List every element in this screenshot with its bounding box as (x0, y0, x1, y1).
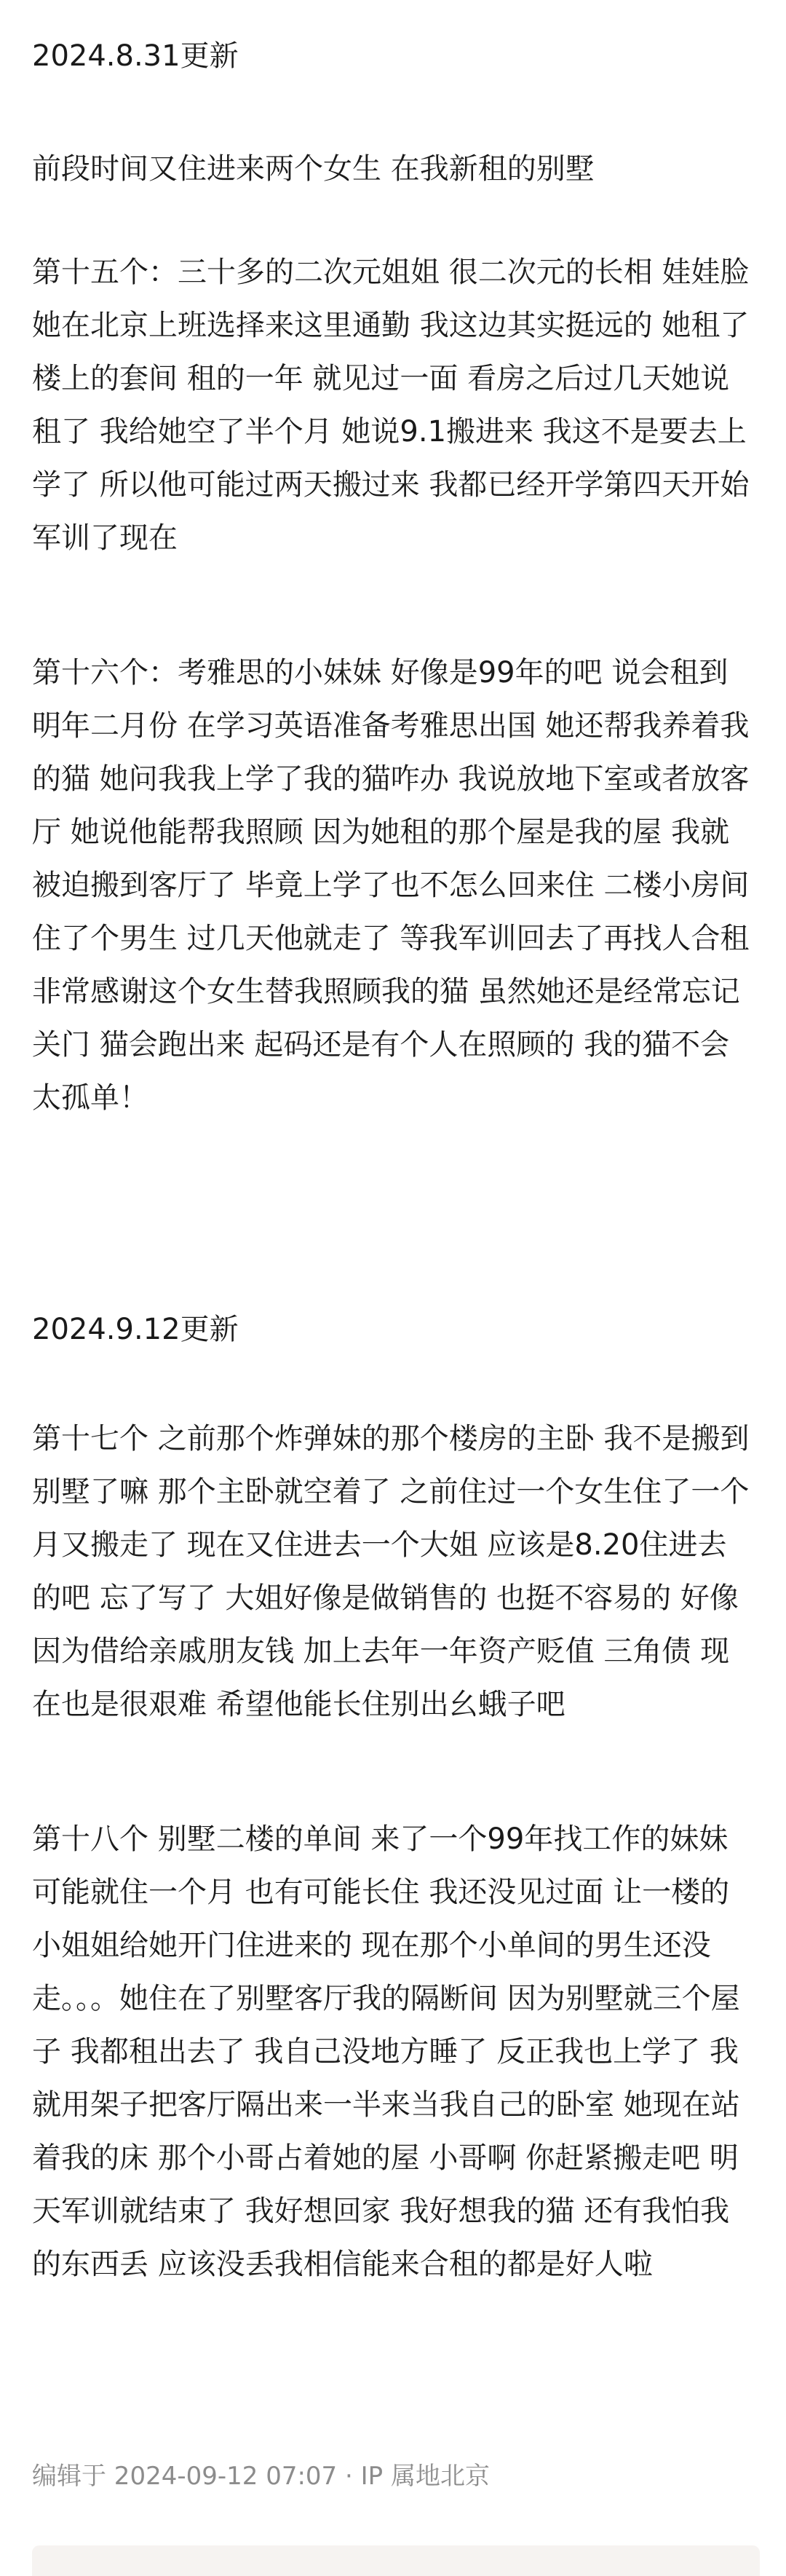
update-header: 2024.9.12更新 (32, 1313, 239, 1346)
update-header: 2024.8.31更新 (32, 39, 239, 73)
paragraph-tenant-18: 第十八个 别墅二楼的单间 来了一个99年找工作的妹妹 可能就住一个月 也有可能长住 我还没见过面 让一楼的小姐姐给她开门住进来的 现在那个小单间的男生还没走。。。她住在了别墅客厅我的隔断间 因为别墅就三个屋子 我都租出去了 我自己没地方睡了 反正我也上学了 我就用架子把客厅隔出来一半来当我自己的卧室 她现在站着我的床 那个小哥占着她的屋 小哥啊 你赶紧搬走吧 明天军训就结束了 我好想回家 我好想我的猫 还有我怕我的东西丢 应该没丢我相信能来合租的都是好人啦 (32, 1822, 740, 2281)
paragraph-tenant-15: 第十五个：三十多的二次元姐姐 很二次元的长相 娃娃脸 她在北京上班选择来这里通勤 我这边其实挺远的 她租了楼上的套间 租的一年 就见过一面 看房之后过几天她说租了 我给她空了半个月 她说9.1搬进来 我这不是要去上学了 所以他可能过两天搬过来 我都已经开学第四天开始军训了现在 (32, 256, 759, 555)
edit-info (32, 2458, 490, 2494)
paragraph-tenant-16: 第十六个：考雅思的小妹妹 好像是99年的吧 说会租到明年二月份 在学习英语准备考雅思出国 她还帮我养着我的猫 她问我我上学了我的猫咋办 我说放地下室或者放客厅 她说他能帮我照顾 因为她租的那个屋是我的屋 我就被迫搬到客厅了 毕竟上学了也不怎么回来住 二楼小房间住了个男生 过几天他就走了 等我军训回去了再找人合租 非常感谢这个女生替我照顾我的猫 虽然她还是经常忘记关门 猫会跑出来 起码还是有个人在照顾的 我的猫不会太孤单！ (32, 656, 759, 1115)
paragraph-tenant-17: 第十七个 之前那个炸弹妹的那个楼房的主卧 我不是搬到别墅了嘛 那个主卧就空着了 之前住过一个女生住了一个月又搬走了 现在又住进去一个大姐 应该是8.20住进去的吧 忘了写了 大姐好像是做销售的 也挺不容易的 好像因为借给亲戚朋友钱 加上去年一年资产贬值 三角债 现在也是很艰难 希望他能长住别出幺蛾子吧 (32, 1422, 750, 1721)
paragraph-intro: 前段时间又住进来两个女生 在我新租的别墅 (32, 152, 595, 186)
edit-timestamp-location: 编辑于 2024-09-12 07:07 · IP 属地北京 (32, 2462, 490, 2491)
bottom-action-bar (32, 2545, 760, 2576)
